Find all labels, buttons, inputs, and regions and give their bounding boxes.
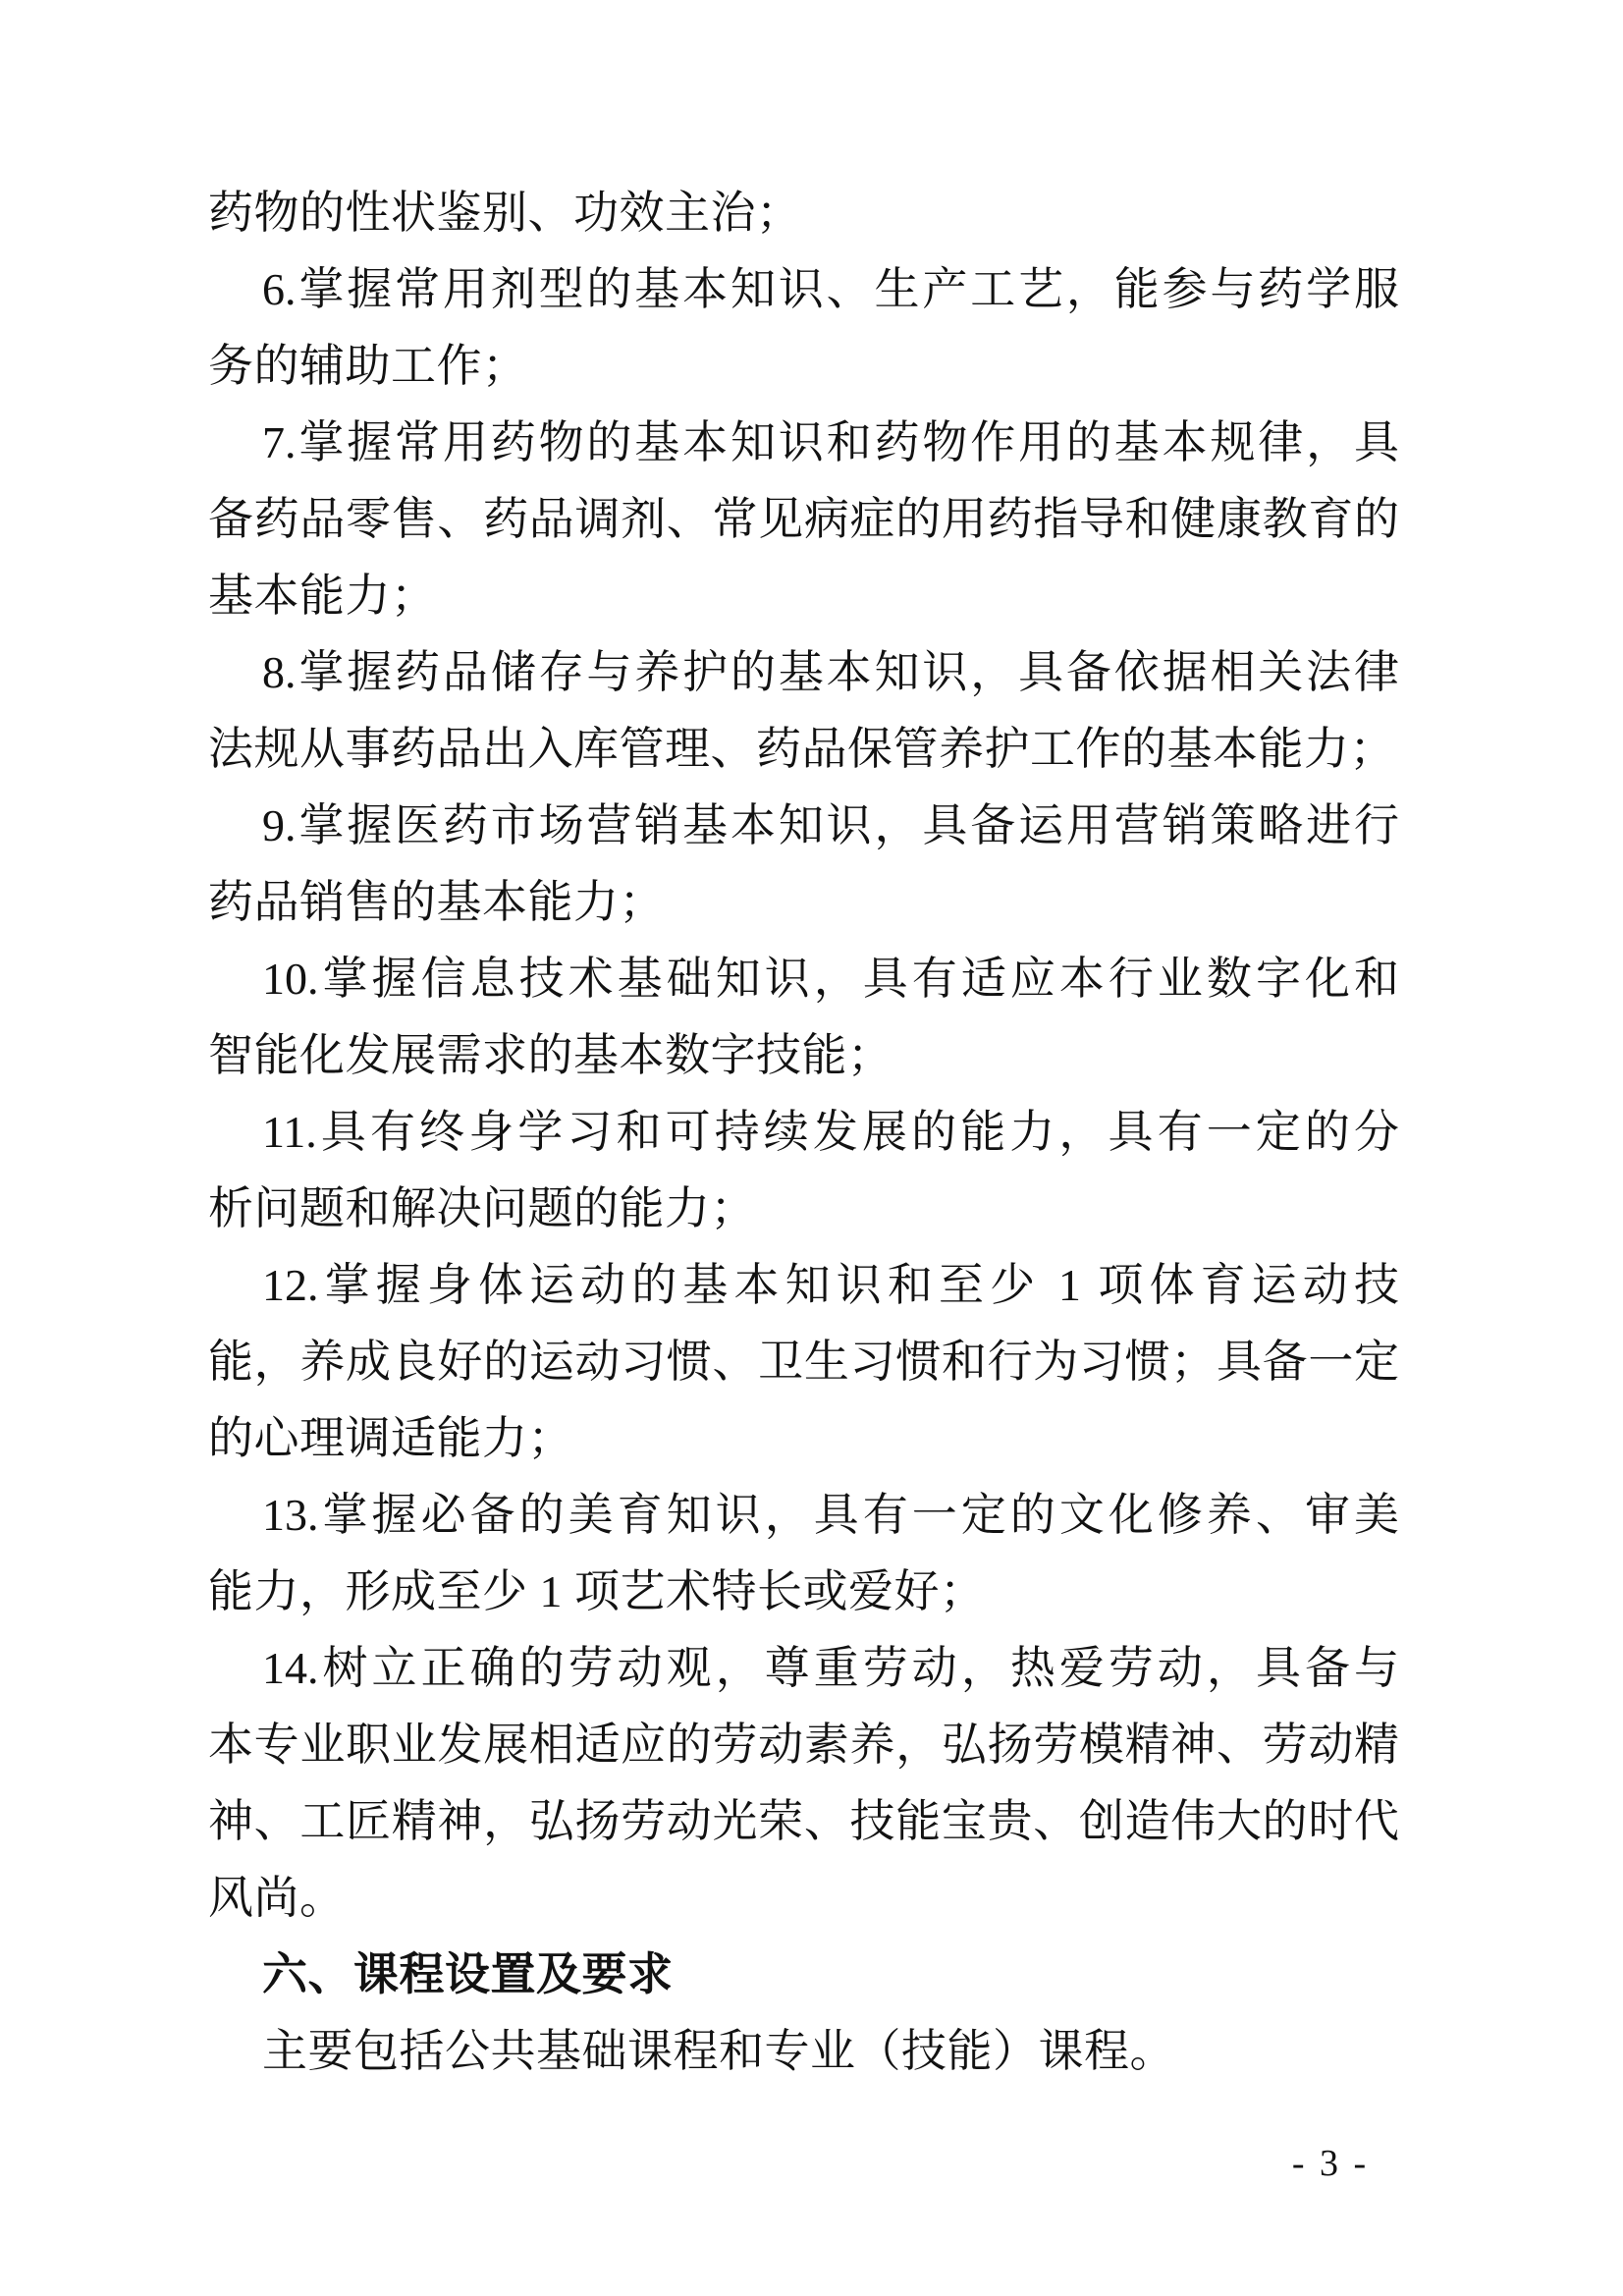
text-line: 能，养成良好的运动习惯、卫生习惯和行为习惯；具备一定 (208, 1337, 1399, 1387)
text-line: 风尚。 (208, 1873, 346, 1923)
document-body (208, 175, 1399, 2090)
text-line: 本专业职业发展相适应的劳动素养，弘扬劳模精神、劳动精 (208, 1720, 1399, 1770)
text-line: 14.树立正确的劳动观，尊重劳动，热爱劳动，具备与 (262, 1643, 1399, 1693)
text-line: 备药品零售、药品调剂、常见病症的用药指导和健康教育的 (208, 494, 1399, 544)
text-line: 药品销售的基本能力； (208, 877, 665, 927)
text-line: 智能化发展需求的基本数字技能； (208, 1030, 893, 1080)
text-line: 药物的性状鉴别、功效主治； (208, 188, 802, 238)
text-line: 6.掌握常用剂型的基本知识、生产工艺，能参与药学服 (262, 264, 1399, 314)
text-line: 析问题和解决问题的能力； (208, 1183, 756, 1233)
text-line: 基本能力； (208, 571, 437, 621)
text-line: 能力，形成至少 1 项艺术特长或爱好； (208, 1566, 986, 1616)
text-line: 12.掌握身体运动的基本知识和至少 1 项体育运动技 (262, 1260, 1399, 1310)
text-line: 13.掌握必备的美育知识，具有一定的文化修养、审美 (262, 1490, 1399, 1540)
text-line: 神、工匠精神，弘扬劳动光荣、技能宝贵、创造伟大的时代 (208, 1796, 1399, 1846)
text-line: 法规从事药品出入库管理、药品保管养护工作的基本能力； (208, 724, 1395, 774)
text-line: 11.具有终身学习和可持续发展的能力，具有一定的分 (262, 1107, 1399, 1157)
text-line: 8.掌握药品储存与养护的基本知识，具备依据相关法律 (262, 647, 1399, 697)
text-line: 六、课程设置及要求 (262, 1949, 674, 1999)
text-line: 10.掌握信息技术基础知识，具有适应本行业数字化和 (262, 954, 1399, 1004)
text-line: 主要包括公共基础课程和专业（技能）课程。 (262, 2026, 1175, 2076)
text-line: 务的辅助工作； (208, 341, 528, 391)
text-line: 7.掌握常用药物的基本知识和药物作用的基本规律，具 (262, 417, 1399, 467)
text-line: 9.掌握医药市场营销基本知识，具备运用营销策略进行 (262, 800, 1399, 850)
page-number: - 3 - (1291, 2143, 1370, 2184)
text-line: 的心理调适能力； (208, 1413, 573, 1463)
